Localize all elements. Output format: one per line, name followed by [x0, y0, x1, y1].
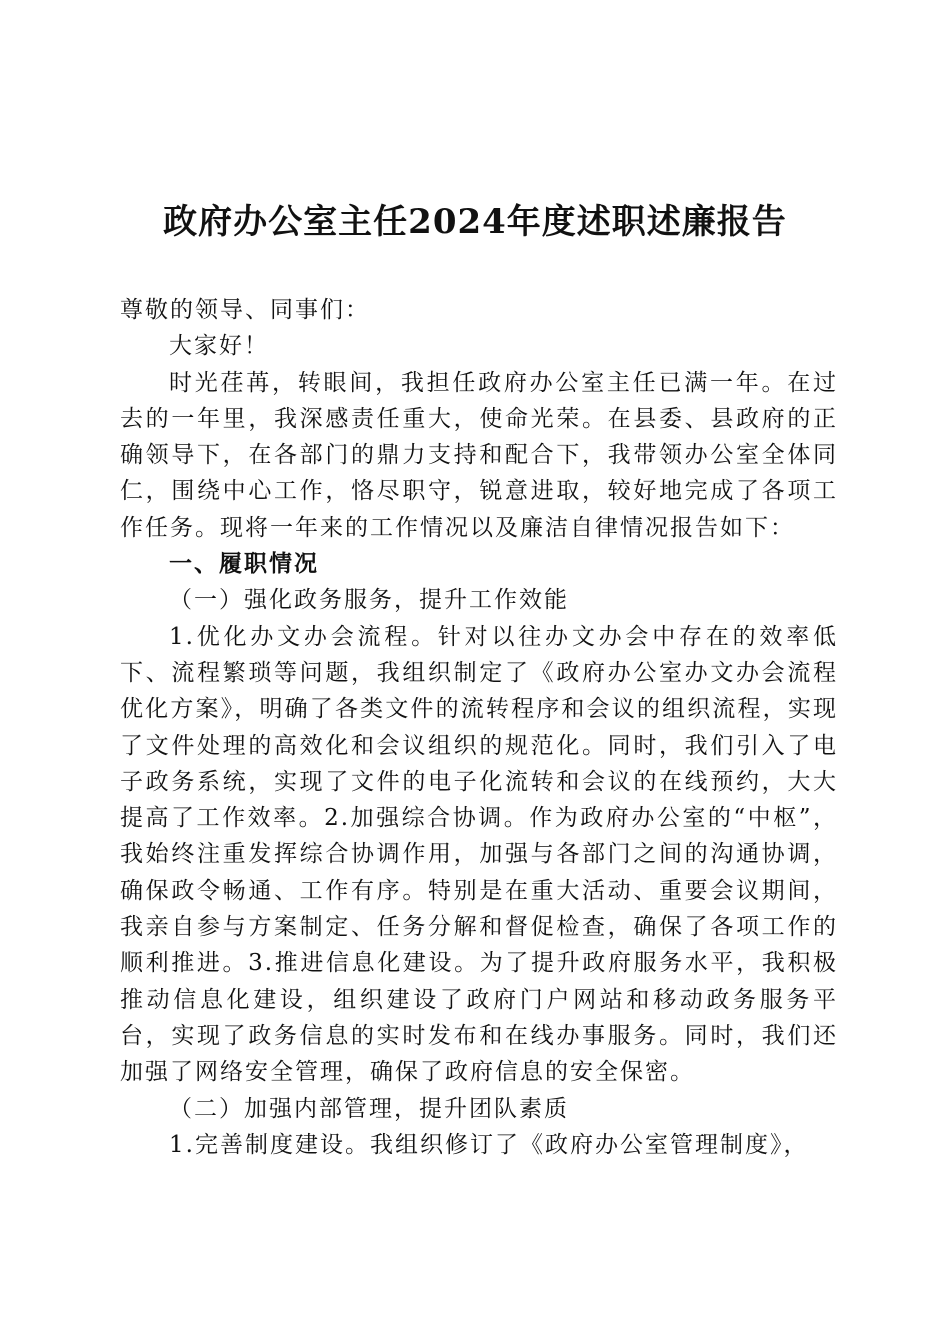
subsection-paragraph-internal-management: 1.完善制度建设。我组织修订了《政府办公室管理制度》，: [169, 1131, 809, 1158]
subsection-paragraph-government-services: 1.优化办文办会流程。针对以往办文办会中存在的效率低下、流程繁琐等问题，我组织制定了《政府办公室办文办会流程优化方案》，明确了各类文件的流转程序和会议的组织流程，实现了文件处理的高效化和会议组织的规范化。同时，我们引入了电子政务系统，实现了文件的电子化流转和会议的在线预约，大大提高了工作效率。2.加强综合协调。作为政府办公室的“中枢”，我始终注重发挥综合协调作用，加强与各部门之间的沟通协调，确保政令畅通、工作有序。特别是在重大活动、重要会议期间，我亲自参与方案制定、任务分解和督促检查，确保了各项工作的顺利推进。3.推进信息化建设。为了提升政府服务水平，我积极推动信息化建设，组织建设了政府门户网站和移动政务服务平台，实现了政务信息的实时发布和在线办事服务。同时，我们还加强了网络安全管理，确保了政府信息的安全保密。: [120, 623, 838, 1086]
salutation: 尊敬的领导、同事们：: [120, 297, 370, 323]
greeting: 大家好！: [169, 333, 269, 360]
section-heading-performance: 一、履职情况: [169, 550, 319, 578]
document-body: [120, 292, 838, 1163]
intro-paragraph: 时光荏苒，转眼间，我担任政府办公室主任已满一年。在过去的一年里，我深感责任重大，使命光荣。在县委、县政府的正确领导下，在各部门的鼎力支持和配合下，我带领办公室全体同仁，围绕中心工作，恪尽职守，锐意进取，较好地完成了各项工作任务。现将一年来的工作情况以及廉洁自律情况报告如下：: [120, 369, 838, 541]
document-title: 政府办公室主任2024年度述职述廉报告: [163, 202, 787, 242]
subsection-heading-government-services: （一）强化政务服务，提升工作效能: [169, 587, 569, 614]
subsection-heading-internal-management: （二）加强内部管理，提升团队素质: [169, 1095, 569, 1122]
